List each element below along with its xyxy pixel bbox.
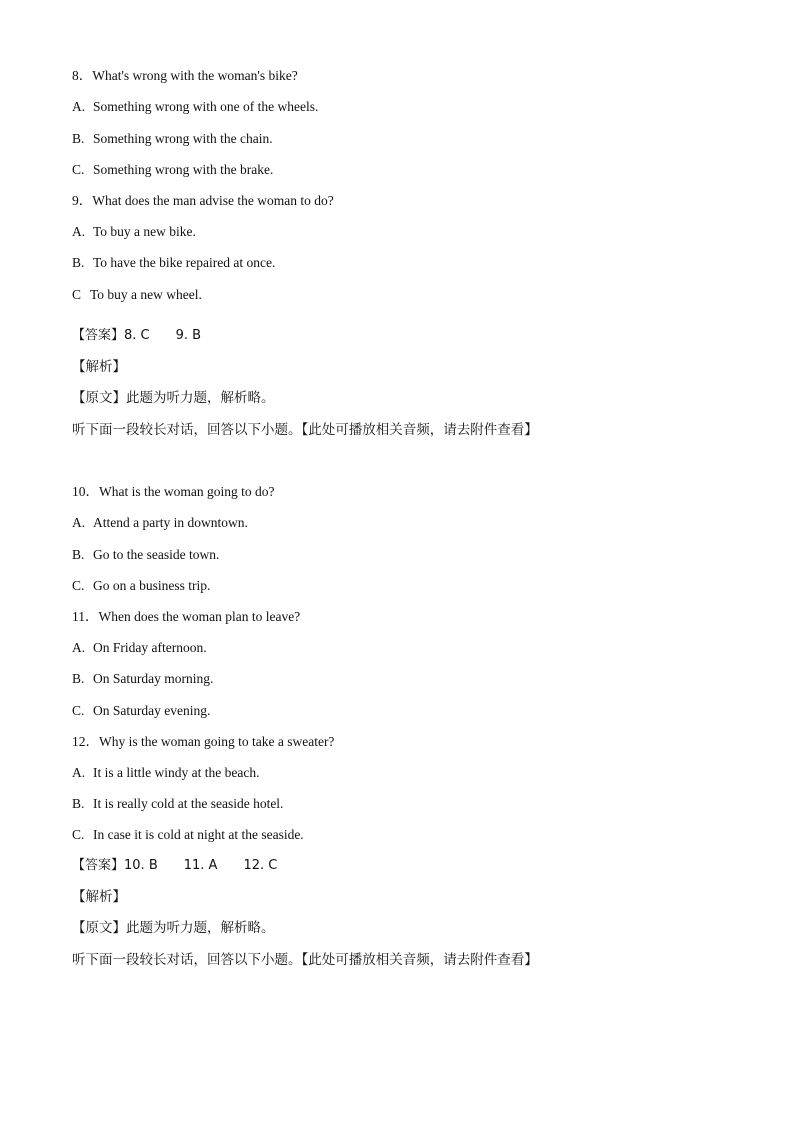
listening-instruction-2: 听下面一段较长对话，回答以下小题。【此处可播放相关音频，请去附件查看】 <box>72 952 538 968</box>
q11-option-c <box>72 702 210 720</box>
option-text: Something wrong with the chain. <box>93 131 273 146</box>
answer-label: 【答案】 <box>72 328 125 343</box>
q12-option-b <box>72 795 283 813</box>
answer-item: 8. C <box>124 328 150 343</box>
q8-option-c <box>72 161 273 179</box>
q10-option-b <box>72 546 219 564</box>
option-text: Go to the seaside town. <box>93 547 220 562</box>
question-11: 11．When does the woman plan to leave? <box>72 609 301 624</box>
q11-option-a <box>72 639 207 657</box>
option-text: On Friday afternoon. <box>93 640 207 655</box>
original-text-2: 【原文】此题为听力题，解析略。 <box>72 920 275 936</box>
option-letter: B. <box>72 547 85 562</box>
q9-option-c <box>72 286 202 304</box>
option-text: It is a little windy at the beach. <box>93 765 260 780</box>
answer-line-1 <box>72 327 201 345</box>
option-letter: C. <box>72 578 85 593</box>
option-letter: C. <box>72 827 85 842</box>
option-text: On Saturday evening. <box>93 703 211 718</box>
option-letter: B. <box>72 671 85 686</box>
option-text: To buy a new bike. <box>93 224 196 239</box>
option-letter: A. <box>72 765 86 780</box>
answer-item: 11. A <box>183 858 218 873</box>
q11-option-b <box>72 670 213 688</box>
option-text: To buy a new wheel. <box>90 287 202 302</box>
option-letter: A. <box>72 99 86 114</box>
q10-option-a <box>72 514 248 532</box>
option-text: To have the bike repaired at once. <box>93 255 276 270</box>
option-text: On Saturday morning. <box>93 671 214 686</box>
analysis-label-1: 【解析】 <box>72 359 126 375</box>
q12-option-c <box>72 826 304 844</box>
option-letter: A. <box>72 224 86 239</box>
option-text: Something wrong with one of the wheels. <box>93 99 319 114</box>
question-10: 10．What is the woman going to do? <box>72 484 275 499</box>
q12-option-a <box>72 764 259 782</box>
question-12: 12．Why is the woman going to take a sweater? <box>72 734 335 749</box>
option-text: Go on a business trip. <box>93 578 211 593</box>
option-letter: B. <box>72 796 85 811</box>
option-letter: C <box>72 287 82 302</box>
question-9: 9．What does the man advise the woman to do? <box>72 193 334 208</box>
q9-option-a <box>72 223 196 241</box>
option-letter: C. <box>72 703 85 718</box>
answer-label: 【答案】 <box>72 858 125 873</box>
analysis-label-2: 【解析】 <box>72 889 126 905</box>
question-8: 8．What's wrong with the woman's bike? <box>72 68 298 83</box>
option-letter: A. <box>72 640 86 655</box>
original-text-1: 【原文】此题为听力题，解析略。 <box>72 390 275 406</box>
q8-option-b <box>72 130 273 148</box>
listening-instruction-1: 听下面一段较长对话，回答以下小题。【此处可播放相关音频，请去附件查看】 <box>72 422 538 438</box>
answer-line-2 <box>72 857 277 875</box>
option-text: It is really cold at the seaside hotel. <box>93 796 284 811</box>
option-text: Something wrong with the brake. <box>93 162 274 177</box>
option-letter: B. <box>72 131 85 146</box>
option-text: In case it is cold at night at the seaside. <box>93 827 304 842</box>
option-letter: B. <box>72 255 85 270</box>
option-letter: C. <box>72 162 85 177</box>
q9-option-b <box>72 254 275 272</box>
q10-option-c <box>72 577 210 595</box>
answer-item: 12. C <box>243 858 278 873</box>
q8-option-a <box>72 98 318 116</box>
answer-item: 10. B <box>124 858 158 873</box>
answer-item: 9. B <box>175 328 202 343</box>
option-text: Attend a party in downtown. <box>93 515 248 530</box>
option-letter: A. <box>72 515 86 530</box>
